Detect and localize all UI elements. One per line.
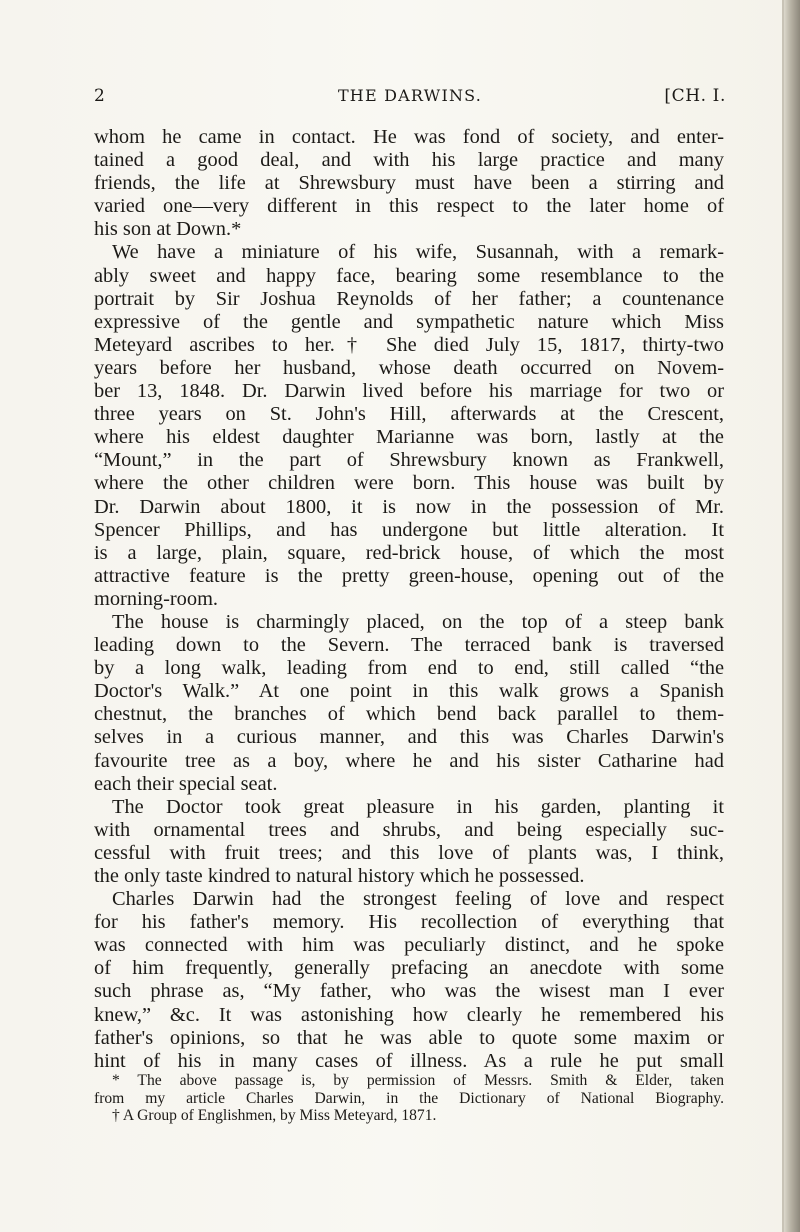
text-line: is a large, plain, square, red-brick house, of which the most xyxy=(94,541,724,564)
text-line: for his father's memory. His recollection of everything that xyxy=(94,911,724,934)
text-line: selves in a curious manner, and this was Charles Darwin's xyxy=(94,726,724,749)
text-line: The house is charmingly placed, on the top of a steep bank xyxy=(112,610,724,633)
footnotes xyxy=(94,1072,724,1125)
text-line: Charles Darwin had the strongest feeling of love and respect xyxy=(112,888,724,911)
text-line: Doctor's Walk.” At one point in this walk grows a Spanish xyxy=(94,680,724,703)
text-line: chestnut, the branches of which bend back parallel to them- xyxy=(94,703,724,726)
text-line: varied one—very different in this respect to the later home of xyxy=(94,195,724,218)
text-line: Spencer Phillips, and has undergone but little alteration. It xyxy=(94,518,724,541)
text-line: ber 13, 1848. Dr. Darwin lived before his marriage for two or xyxy=(94,380,724,403)
text-line: whom he came in contact. He was fond of society, and enter- xyxy=(94,126,724,148)
text-line: of him frequently, generally prefacing an anecdote with some xyxy=(94,957,724,980)
text-line: Dr. Darwin about 1800, it is now in the possession of Mr. xyxy=(94,495,724,518)
text-line: where the other children were born. This house was built by xyxy=(94,472,724,495)
text-line: such phrase as, “My father, who was the wisest man I ever xyxy=(94,980,724,1003)
text-line: tained a good deal, and with his large practice and many xyxy=(94,149,724,172)
text-line: expressive of the gentle and sympathetic nature which Miss xyxy=(94,310,724,333)
text-line: attractive feature is the pretty green-house, opening out of the xyxy=(94,564,724,587)
text-line: where his eldest daughter Marianne was born, lastly at the xyxy=(94,426,724,449)
text-line: years before her husband, whose death occurred on Novem- xyxy=(94,356,724,379)
text-line: knew,” &c. It was astonishing how clearly he remembered his xyxy=(94,1003,724,1026)
text-line: was connected with him was peculiarly distinct, and he spoke xyxy=(94,934,724,957)
footnote-line: from my article Charles Darwin, in the Dictionary of National Biography. xyxy=(94,1089,724,1107)
text-line: cessful with fruit trees; and this love of plants was, I think, xyxy=(94,841,724,864)
text-line: three years on St. John's Hill, afterwards at the Crescent, xyxy=(94,403,724,426)
text-line: portrait by Sir Joshua Reynolds of her father; a countenance xyxy=(94,287,724,310)
text-line: “Mount,” in the part of Shrewsbury known as Frankwell, xyxy=(94,449,724,472)
text-line: by a long walk, leading from end to end, still called “the xyxy=(94,657,724,680)
text-line: hint of his in many cases of illness. As a rule he put small xyxy=(94,1049,724,1072)
text-line: favourite tree as a boy, where he and his sister Catharine had xyxy=(94,749,724,772)
page-edge-shadow xyxy=(784,0,800,1232)
text-line: Meteyard ascribes to her.† She died July 15, 1817, thirty-two xyxy=(94,333,724,356)
text-line: father's opinions, so that he was able to quote some maxim or xyxy=(94,1026,724,1049)
footnote-line: † A Group of Englishmen, by Miss Meteyard, 1871. xyxy=(112,1107,437,1125)
text-line: leading down to the Severn. The terraced bank is traversed xyxy=(94,634,724,657)
chapter-label: [CH. I. xyxy=(664,86,726,106)
text-line: each their special seat. xyxy=(94,772,278,795)
text-line: friends, the life at Shrewsbury must have been a stirring and xyxy=(94,172,724,195)
text-line: his son at Down.* xyxy=(94,218,242,241)
footnote-line: * The above passage is, by permission of Messrs. Smith & Elder, taken xyxy=(112,1072,724,1089)
text-line: the only taste kindred to natural history which he possessed. xyxy=(94,865,585,887)
text-line: The Doctor took great pleasure in his garden, planting it xyxy=(112,795,724,818)
text-line: with ornamental trees and shrubs, and being especially suc- xyxy=(94,818,724,841)
page-number: 2 xyxy=(94,86,106,106)
text-line: morning-room. xyxy=(94,587,219,610)
running-header xyxy=(94,86,726,112)
body-text xyxy=(94,126,724,1073)
text-line: We have a miniature of his wife, Susannah, with a remark- xyxy=(112,241,724,264)
running-title: THE DARWINS. xyxy=(337,86,483,105)
text-line: ably sweet and happy face, bearing some resemblance to the xyxy=(94,264,724,287)
